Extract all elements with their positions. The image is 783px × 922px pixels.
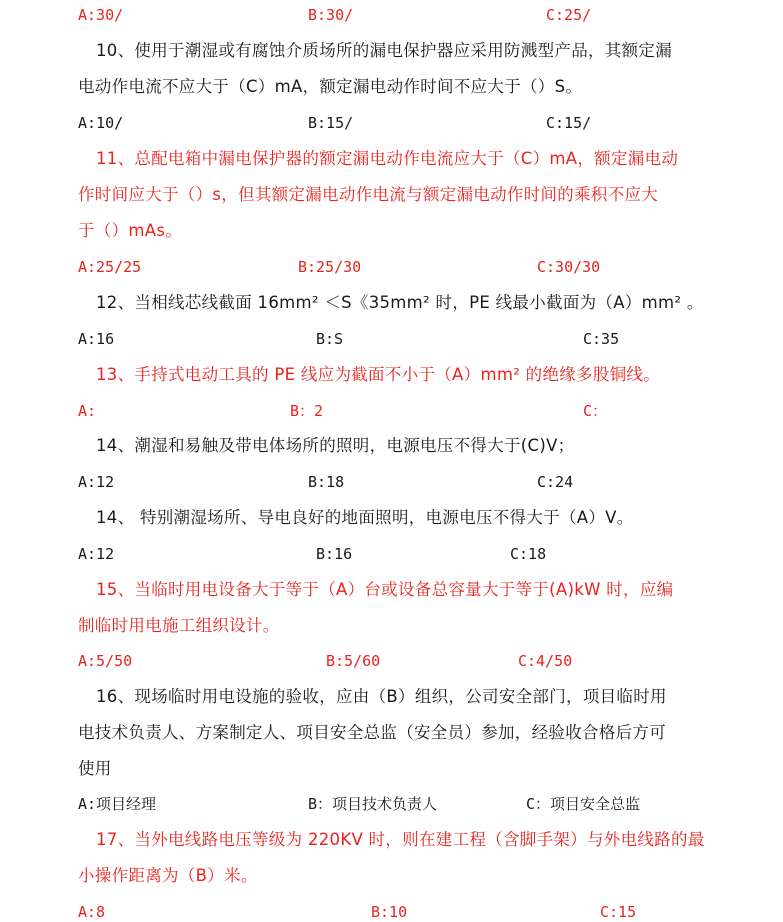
option-c-row-6: C:35 bbox=[583, 330, 620, 348]
option-b-row-8: B：2 bbox=[290, 402, 324, 420]
option-c-row-10: C:24 bbox=[537, 473, 574, 491]
question-11-line-0: 14、 特别潮湿场所、导电良好的地面照明，电源电压不得大于（A）V。 bbox=[96, 508, 634, 527]
question-13-line-0: 15、当临时用电设备大于等于（A）台或设备总容量大于等于(A)kW 时，应编 bbox=[96, 580, 674, 599]
option-c-row-0: C:25/ bbox=[546, 6, 592, 24]
option-a-row-10: A:12 bbox=[78, 473, 115, 491]
question-5-line-0: 12、当相线芯线截面 16mm² ＜S《35mm² 时，PE 线最小截面为（A）mm² 。 bbox=[96, 293, 704, 312]
option-b-row-14: B:5/60 bbox=[326, 652, 381, 670]
question-9-line-0: 14、潮湿和易触及带电体场所的照明，电源电压不得大于(C)V； bbox=[96, 436, 575, 455]
option-b-row-6: B:S bbox=[316, 330, 344, 348]
question-15-line-0: 16、现场临时用电设施的验收，应由（B）组织，公司安全部门，项目临时用 bbox=[96, 687, 667, 706]
option-a-row-12: A:12 bbox=[78, 545, 115, 563]
option-a-row-16: A:项目经理 bbox=[78, 795, 157, 813]
option-a-row-0: A:30/ bbox=[78, 6, 124, 24]
option-b-row-12: B:16 bbox=[316, 545, 353, 563]
question-7-line-0: 13、手持式电动工具的 PE 线应为截面不小于（A）mm² 的绝缘多股铜线。 bbox=[96, 365, 661, 384]
option-b-row-10: B:18 bbox=[308, 473, 345, 491]
option-b-row-0: B:30/ bbox=[308, 6, 354, 24]
option-c-row-16: C：项目安全总监 bbox=[526, 795, 641, 813]
option-c-row-12: C:18 bbox=[510, 545, 547, 563]
option-a-row-8: A: bbox=[78, 402, 97, 420]
question-1-line-0: 10、使用于潮湿或有腐蚀介质场所的漏电保护器应采用防溅型产品，其额定漏 bbox=[96, 41, 672, 60]
option-c-row-18: C:15 bbox=[600, 903, 637, 921]
option-c-row-2: C:15/ bbox=[546, 114, 592, 132]
option-b-row-16: B：项目技术负责人 bbox=[308, 795, 438, 813]
option-c-row-14: C:4/50 bbox=[518, 652, 573, 670]
question-15-line-1: 电技术负责人、方案制定人、项目安全总监（安全员）参加，经验收合格后方可 bbox=[78, 723, 666, 742]
option-c-row-8: C： bbox=[583, 402, 608, 420]
question-17-line-0: 17、当外电线路电压等级为 220KV 时，则在建工程（含脚手架）与外电线路的最 bbox=[96, 830, 705, 849]
option-a-row-4: A:25/25 bbox=[78, 258, 142, 276]
question-3-line-2: 于（）mAs。 bbox=[78, 221, 183, 240]
question-3-line-0: 11、总配电箱中漏电保护器的额定漏电动作电流应大于（C）mA，额定漏电动 bbox=[96, 149, 679, 168]
option-a-row-2: A:10/ bbox=[78, 114, 124, 132]
option-c-row-4: C:30/30 bbox=[537, 258, 601, 276]
option-b-row-2: B:15/ bbox=[308, 114, 354, 132]
question-15-line-2: 使用 bbox=[78, 759, 112, 778]
question-1-line-1: 电动作电流不应大于（C）mA，额定漏电动作时间不应大于（）S。 bbox=[78, 77, 583, 96]
option-a-row-6: A:16 bbox=[78, 330, 115, 348]
question-13-line-1: 制临时用电施工组织设计。 bbox=[78, 616, 280, 635]
option-a-row-18: A:8 bbox=[78, 903, 106, 921]
option-b-row-4: B:25/30 bbox=[298, 258, 362, 276]
option-a-row-14: A:5/50 bbox=[78, 652, 133, 670]
question-17-line-1: 小操作距离为（B）米。 bbox=[78, 866, 258, 885]
option-b-row-18: B:10 bbox=[371, 903, 408, 921]
question-3-line-1: 作时间应大于（）s，但其额定漏电动作电流与额定漏电动作时间的乘积不应大 bbox=[78, 185, 659, 204]
